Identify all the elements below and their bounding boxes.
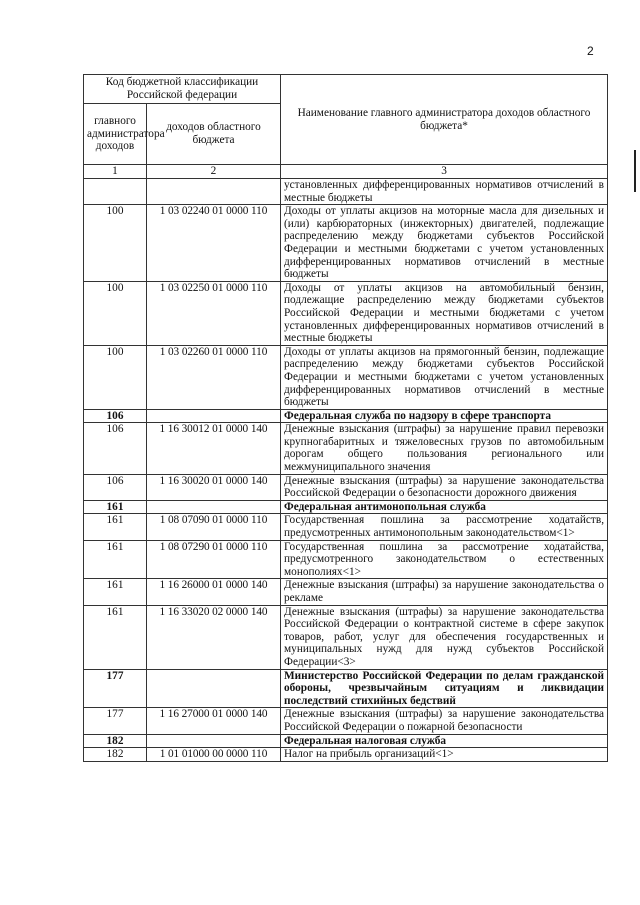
header-col2: доходов областного бюджета — [147, 104, 281, 165]
income-code-cell: 1 03 02250 01 0000 110 — [147, 281, 281, 345]
table-row — [84, 179, 608, 205]
table-row — [84, 514, 608, 540]
name-cell: Федеральная налоговая служба — [281, 734, 608, 748]
admin-code-cell: 100 — [84, 345, 147, 409]
budget-classification-table — [83, 74, 608, 762]
table-row — [84, 423, 608, 474]
table-row — [84, 669, 608, 708]
income-code-cell — [147, 179, 281, 205]
admin-code-cell — [84, 179, 147, 205]
table-row — [84, 474, 608, 500]
admin-code-cell: 106 — [84, 409, 147, 423]
admin-code-cell: 161 — [84, 540, 147, 579]
table-row — [84, 345, 608, 409]
name-cell: Денежные взыскания (штрафы) за нарушение законодательства Российской Федерации о контрактной системе в сфере закупок товаров, работ, услуг для обеспечения государственных и муниципальных нужд для нужд субъектов Российской Федерации<3> — [281, 605, 608, 669]
admin-code-cell: 106 — [84, 474, 147, 500]
admin-code-cell: 182 — [84, 748, 147, 762]
header-col1: главного администратора доходов — [84, 104, 147, 165]
admin-code-cell: 161 — [84, 605, 147, 669]
name-cell: Денежные взыскания (штрафы) за нарушение законодательства Российской Федерации о пожарной безопасности — [281, 708, 608, 734]
table-row — [84, 734, 608, 748]
income-code-cell: 1 08 07090 01 0000 110 — [147, 514, 281, 540]
table-row — [84, 540, 608, 579]
income-code-cell: 1 03 02240 01 0000 110 — [147, 205, 281, 282]
admin-code-cell: 161 — [84, 514, 147, 540]
header-col3: Наименование главного администратора доходов областного бюджета* — [281, 75, 608, 165]
name-cell: Министерство Российской Федерации по делам гражданской обороны, чрезвычайным ситуациям и ликвидации последствий стихийных бедствий — [281, 669, 608, 708]
income-code-cell — [147, 500, 281, 514]
income-code-cell: 1 01 01000 00 0000 110 — [147, 748, 281, 762]
table-row — [84, 605, 608, 669]
name-cell: Доходы от уплаты акцизов на прямогонный бензин, подлежащие распределению между бюджетами субъектов Российской Федерации и местными бюджетами с учетом установленных дифференцированных нормативов отчислений в местные бюджеты — [281, 345, 608, 409]
admin-code-cell: 182 — [84, 734, 147, 748]
income-code-cell: 1 03 02260 01 0000 110 — [147, 345, 281, 409]
name-cell: Денежные взыскания (штрафы) за нарушение законодательства о рекламе — [281, 579, 608, 605]
table-row — [84, 500, 608, 514]
income-code-cell: 1 16 27000 01 0000 140 — [147, 708, 281, 734]
admin-code-cell: 161 — [84, 500, 147, 514]
income-code-cell — [147, 409, 281, 423]
income-code-cell: 1 08 07290 01 0000 110 — [147, 540, 281, 579]
income-code-cell: 1 16 26000 01 0000 140 — [147, 579, 281, 605]
table-row — [84, 708, 608, 734]
table-row — [84, 579, 608, 605]
income-code-cell: 1 16 33020 02 0000 140 — [147, 605, 281, 669]
table-body — [84, 179, 608, 762]
margin-mark — [634, 150, 636, 192]
page-number: 2 — [587, 44, 594, 58]
table-row — [84, 205, 608, 282]
admin-code-cell: 161 — [84, 579, 147, 605]
admin-code-cell: 100 — [84, 205, 147, 282]
admin-code-cell: 100 — [84, 281, 147, 345]
table-row — [84, 409, 608, 423]
name-cell: Федеральная служба по надзору в сфере транспорта — [281, 409, 608, 423]
name-cell: установленных дифференцированных нормативов отчислений в местные бюджеты — [281, 179, 608, 205]
name-cell: Федеральная антимонопольная служба — [281, 500, 608, 514]
name-cell: Доходы от уплаты акцизов на моторные масла для дизельных и (или) карбюраторных (инжекторных) двигателей, подлежащие распределению между бюджетами субъектов Российской Федерации и местными бюджетами с учетом установленных дифференцированных нормативов отчислений в местные бюджеты — [281, 205, 608, 282]
name-cell: Государственная пошлина за рассмотрение ходатайства, предусмотренного законодательством о естественных монополиях<1> — [281, 540, 608, 579]
header-group: Код бюджетной классификации Российской федерации — [84, 75, 281, 104]
admin-code-cell: 106 — [84, 423, 147, 474]
name-cell: Денежные взыскания (штрафы) за нарушение законодательства Российской Федерации о безопасности дорожного движения — [281, 474, 608, 500]
header-num3: 3 — [281, 165, 608, 179]
income-code-cell — [147, 669, 281, 708]
name-cell: Денежные взыскания (штрафы) за нарушение правил перевозки крупногабаритных и тяжеловесных грузов по автомобильным дорогам общего пользования регионального или межмуниципального значения — [281, 423, 608, 474]
header-num2: 2 — [147, 165, 281, 179]
name-cell: Доходы от уплаты акцизов на автомобильный бензин, подлежащие распределению между бюджетами субъектов Российской Федерации и местными бюджетами с учетом установленных дифференцированных нормативов отчислений в местные бюджеты — [281, 281, 608, 345]
header-num1: 1 — [84, 165, 147, 179]
name-cell: Государственная пошлина за рассмотрение ходатайств, предусмотренных антимонопольным законодательством<1> — [281, 514, 608, 540]
income-code-cell — [147, 734, 281, 748]
table-row — [84, 748, 608, 762]
table-row — [84, 281, 608, 345]
name-cell: Налог на прибыль организаций<1> — [281, 748, 608, 762]
income-code-cell: 1 16 30020 01 0000 140 — [147, 474, 281, 500]
income-code-cell: 1 16 30012 01 0000 140 — [147, 423, 281, 474]
admin-code-cell: 177 — [84, 708, 147, 734]
admin-code-cell: 177 — [84, 669, 147, 708]
